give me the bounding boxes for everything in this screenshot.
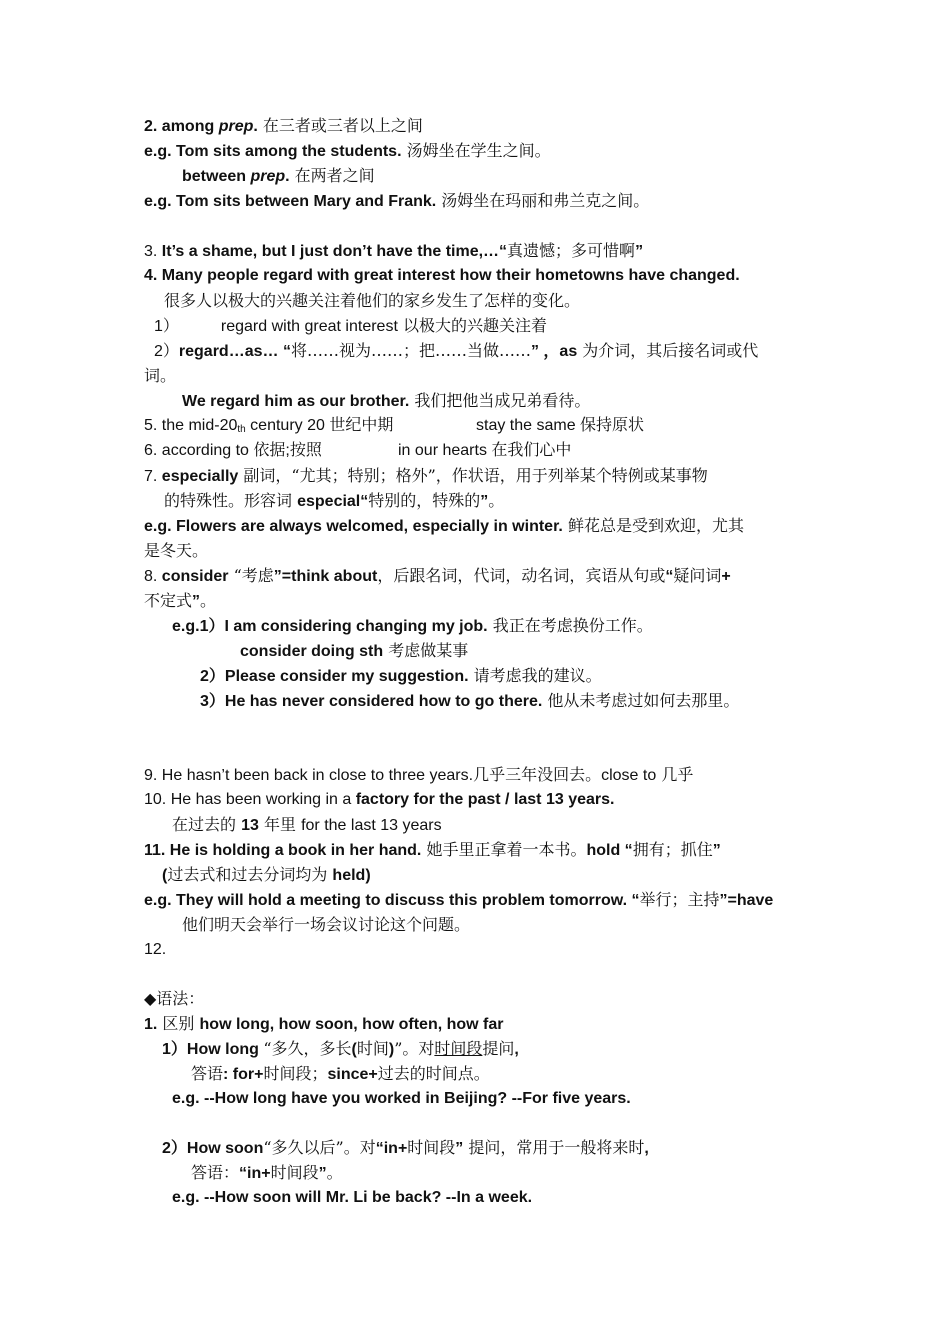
line-item-10-translation: 在过去的 13 年里 for the last 13 years — [172, 815, 442, 834]
grammar-how-soon-example: e.g. --How soon will Mr. Li be back? --In a week. — [172, 1189, 533, 1206]
line-among: 2. among prep. 在三者或三者以上之间 — [144, 116, 423, 135]
line-item-3: 3. It’s a shame, but I just don’t have the time,…“真遗憾；多可惜啊” — [144, 241, 644, 260]
line-item-11-note: (过去式和过去分词均为 held) — [162, 865, 371, 884]
grammar-how-long-example: e.g. --How long have you worked in Beijing? --For five years. — [172, 1090, 631, 1107]
line-especially-example: e.g. Flowers are always welcomed, especially in winter. 鲜花总是受到欢迎，尤其 — [144, 516, 744, 535]
line-especially-example-cont: 是冬天。 — [144, 541, 209, 560]
line-item-8: 8. consider “考虑”=think about，后跟名词，代词，动名词，宾语从句或“疑问词+ — [144, 566, 731, 585]
line-among-example: e.g. Tom sits among the students. 汤姆坐在学生之间。 — [144, 141, 551, 160]
line-item-4-translation: 很多人以极大的兴趣关注着他们的家乡发生了怎样的变化。 — [164, 291, 581, 310]
line-item-10: 10. He has been working in a factory for the past / last 13 years. — [144, 791, 615, 808]
grammar-item-1: 1. 区别 how long, how soon, how often, how far — [144, 1014, 504, 1033]
grammar-how-long: 1）How long “多久，多长(时间)”。对时间段提问, — [162, 1039, 519, 1058]
line-item-9: 9. He hasn’t been back in close to three years.几乎三年没回去。close to 几乎 — [144, 765, 694, 784]
line-item-12: 12. — [144, 941, 167, 958]
line-consider-example-3: 3）He has never considered how to go there. 他从未考虑过如何去那里。 — [200, 691, 740, 710]
line-item-5: 5. the mid-20th century 20 世纪中期 — [144, 417, 394, 435]
line-hold-example: e.g. They will hold a meeting to discuss this problem tomorrow. “举行；主持”=have — [144, 890, 774, 909]
line-item-4: 4. Many people regard with great interest how their hometowns have changed. — [144, 267, 740, 284]
grammar-heading: ◆语法： — [144, 989, 205, 1008]
line-hold-example-translation: 他们明天会举行一场会议讨论这个问题。 — [182, 915, 471, 934]
grammar-how-soon: 2）How soon“多久以后”。对“in+时间段” 提问，常用于一般将来时, — [162, 1138, 649, 1157]
line-between: between prep. 在两者之间 — [182, 166, 375, 185]
line-regard-example: We regard him as our brother. 我们把他当成兄弟看待。 — [182, 391, 591, 410]
line-item-8-cont: 不定式”。 — [144, 591, 217, 610]
line-item-4-sub-2: 2）regard…as… “将……视为……；把……当做……” ，as 为介词，其后接名词或代 — [154, 341, 759, 360]
line-item-6: 6. according to 依据;按照 — [144, 442, 322, 459]
grammar-how-soon-answer: 答语：“in+时间段”。 — [191, 1163, 343, 1182]
line-item-4-sub-1: 1） regard with great interest 以极大的兴趣关注着 — [154, 316, 547, 335]
line-between-example: e.g. Tom sits between Mary and Frank. 汤姆坐在玛丽和弗兰克之间。 — [144, 191, 650, 210]
line-consider-doing: consider doing sth 考虑做某事 — [240, 641, 469, 660]
line-consider-example-2: 2）Please consider my suggestion. 请考虑我的建议。 — [200, 666, 602, 685]
line-item-11: 11. He is holding a book in her hand. 她手里正拿着一本书。hold “拥有；抓住” — [144, 840, 721, 859]
grammar-how-long-answer: 答语: for+时间段；since+过去的时间点。 — [191, 1064, 490, 1083]
line-item-7-cont: 的特殊性。形容词 especial“特别的，特殊的”。 — [164, 491, 505, 510]
line-item-5-phrase: stay the same 保持原状 — [476, 417, 645, 434]
line-consider-example-1: e.g.1）I am considering changing my job. 我正在考虑换份工作。 — [172, 616, 653, 635]
line-item-4-sub-2-cont: 词。 — [144, 366, 177, 385]
line-item-7: 7. especially 副词，“尤其；特别；格外”，作状语，用于列举某个特例或某事物 — [144, 466, 708, 485]
line-item-6-phrase: in our hearts 在我们心中 — [398, 442, 572, 459]
